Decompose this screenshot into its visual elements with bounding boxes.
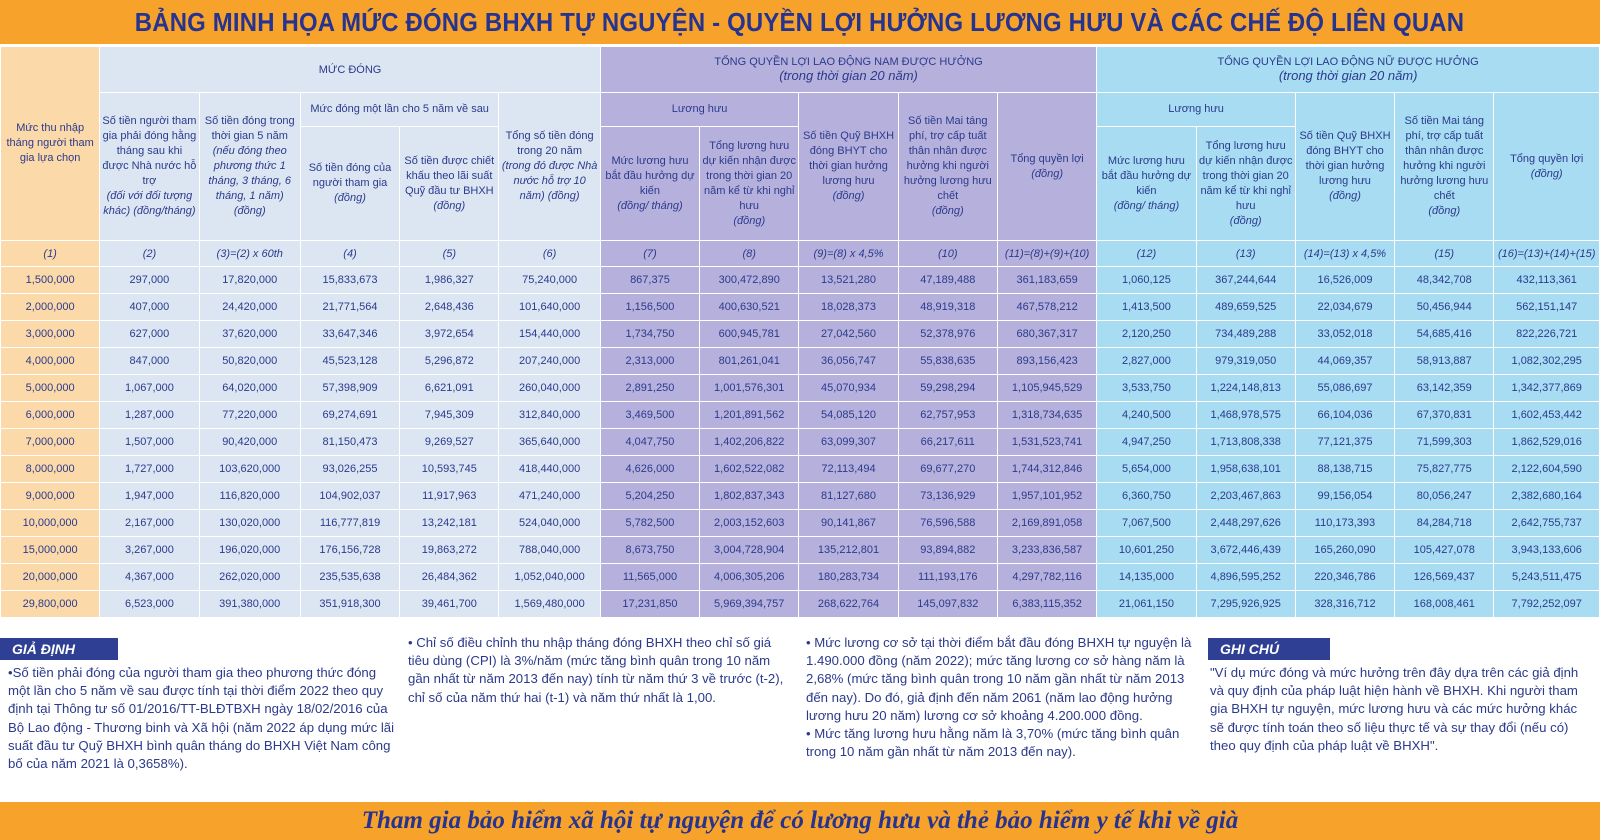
- table-cell: 50,820,000: [199, 348, 300, 375]
- table-cell: 165,260,090: [1295, 537, 1394, 564]
- table-cell: 2,648,436: [400, 294, 499, 321]
- table-cell: 6,523,000: [100, 591, 199, 618]
- table-cell: 3,533,750: [1097, 375, 1196, 402]
- table-cell: 64,020,000: [199, 375, 300, 402]
- table-cell: 3,972,654: [400, 321, 499, 348]
- table-cell: 116,777,819: [300, 510, 399, 537]
- table-cell: 73,136,929: [898, 483, 997, 510]
- assumption-note-1: •Số tiền phải đóng của người tham gia theo phương thức đóng một lần cho 5 năm về sau được tính tại thời điểm 2022 theo quy định tại Thông tư số 01/2016/TT-BLĐTBXH ngày 18/02/2016 của Bộ Lao động - Thương binh và Xã hội (năm 2022 áp dụng mức lãi suất đầu tư Quỹ BHXH bình quân tháng do BHXH Việt Nam công bố của năm 2021 là 0,3658%).: [8, 665, 395, 772]
- table-cell: 262,020,000: [199, 564, 300, 591]
- table-cell: 7,295,926,925: [1196, 591, 1295, 618]
- table-cell: 103,620,000: [199, 456, 300, 483]
- header-col6: Tổng số tiền đóng trong 20 năm (trong đó được Nhà nước hỗ trợ 10 năm) (đồng): [499, 93, 600, 241]
- table-cell: (2): [100, 241, 199, 267]
- table-cell: 21,771,564: [300, 294, 399, 321]
- table-cell: 1,468,978,575: [1196, 402, 1295, 429]
- table-cell: 48,919,318: [898, 294, 997, 321]
- table-cell: 1,958,638,101: [1196, 456, 1295, 483]
- table-cell: 2,003,152,603: [700, 510, 799, 537]
- header-col7: Mức lương hưu bắt đầu hưởng dự kiến (đồng/ tháng): [600, 127, 699, 241]
- table-cell: 54,685,416: [1395, 321, 1494, 348]
- table-cell: 600,945,781: [700, 321, 799, 348]
- table-cell: 7,067,500: [1097, 510, 1196, 537]
- table-cell: 1,001,576,301: [700, 375, 799, 402]
- table-cell: 365,640,000: [499, 429, 600, 456]
- table-cell: 3,469,500: [600, 402, 699, 429]
- table-row: [1, 348, 1600, 375]
- table-cell: 81,127,680: [799, 483, 898, 510]
- table-cell: 1,156,500: [600, 294, 699, 321]
- table-cell: 104,902,037: [300, 483, 399, 510]
- table-cell: 54,085,120: [799, 402, 898, 429]
- table-cell: 489,659,525: [1196, 294, 1295, 321]
- table-cell: 268,622,764: [799, 591, 898, 618]
- table-cell: 5,654,000: [1097, 456, 1196, 483]
- table-row: [1, 267, 1600, 294]
- table-cell: 77,220,000: [199, 402, 300, 429]
- table-cell: 10,593,745: [400, 456, 499, 483]
- table-cell: 62,757,953: [898, 402, 997, 429]
- table-cell: 5,782,500: [600, 510, 699, 537]
- index-row: [1, 241, 1600, 267]
- table-cell: 2,000,000: [1, 294, 100, 321]
- note-text: "Ví dụ mức đóng và mức hưởng trên đây dựa trên các giả định và quy định của pháp luật hiện hành về BHXH. Khi người tham gia BHXH tự nguyện, mức lương hưu và các mức hưởng khác sẽ được tính toán theo số liệu thực tế và sự thay đổi (nếu có) theo quy định của pháp luật về BHXH".: [1210, 665, 1579, 753]
- header-col2: Số tiền người tham gia phải đóng hằng tháng sau khi được Nhà nước hỗ trợ (đối với đối tượng khác) (đồng/tháng): [100, 93, 199, 241]
- header-col9: Số tiền Quỹ BHXH đóng BHYT cho thời gian hưởng lương hưu (đồng): [799, 93, 898, 241]
- table-cell: 2,827,000: [1097, 348, 1196, 375]
- table-cell: 4,047,750: [600, 429, 699, 456]
- table-cell: 1,507,000: [100, 429, 199, 456]
- table-cell: 6,621,091: [400, 375, 499, 402]
- table-cell: 297,000: [100, 267, 199, 294]
- title-banner: [0, 0, 1600, 44]
- table-row: [1, 321, 1600, 348]
- table-cell: 1,287,000: [100, 402, 199, 429]
- table-cell: 29,800,000: [1, 591, 100, 618]
- assumption-label: GIẢ ĐỊNH: [0, 638, 118, 660]
- table-cell: 48,342,708: [1395, 267, 1494, 294]
- header-col3: Số tiền đóng trong thời gian 5 năm (nếu đóng theo phương thức 1 tháng, 3 tháng, 6 tháng, 1 năm) (đồng): [199, 93, 300, 241]
- table-cell: 84,284,718: [1395, 510, 1494, 537]
- table-cell: 1,602,522,082: [700, 456, 799, 483]
- table-cell: (10): [898, 241, 997, 267]
- table-cell: 1,734,750: [600, 321, 699, 348]
- table-cell: (11)=(8)+(9)+(10): [997, 241, 1096, 267]
- table-row: [1, 564, 1600, 591]
- table-cell: 4,626,000: [600, 456, 699, 483]
- table-cell: 235,535,638: [300, 564, 399, 591]
- table-cell: 5,000,000: [1, 375, 100, 402]
- table-cell: 76,596,588: [898, 510, 997, 537]
- table-cell: 15,833,673: [300, 267, 399, 294]
- table-cell: 8,000,000: [1, 456, 100, 483]
- table-cell: 196,020,000: [199, 537, 300, 564]
- table-cell: 93,026,255: [300, 456, 399, 483]
- table-cell: 979,319,050: [1196, 348, 1295, 375]
- header-female-pension: Lương hưu: [1097, 93, 1296, 127]
- header-once-5-years: Mức đóng một lần cho 5 năm về sau: [300, 93, 499, 127]
- table-cell: 2,167,000: [100, 510, 199, 537]
- table-cell: 47,189,488: [898, 267, 997, 294]
- table-cell: 17,231,850: [600, 591, 699, 618]
- table-cell: 90,141,867: [799, 510, 898, 537]
- table-row: [1, 483, 1600, 510]
- table-cell: 6,383,115,352: [997, 591, 1096, 618]
- table-cell: 407,000: [100, 294, 199, 321]
- table-cell: 19,863,272: [400, 537, 499, 564]
- table-cell: 6,360,750: [1097, 483, 1196, 510]
- header-col14: Số tiền Quỹ BHXH đóng BHYT cho thời gian hưởng lương hưu (đồng): [1295, 93, 1394, 241]
- header-male-benefits: TỔNG QUYỀN LỢI LAO ĐỘNG NAM ĐƯỢC HƯỞNG (trong thời gian 20 năm): [600, 47, 1096, 93]
- table-cell: 2,642,755,737: [1494, 510, 1600, 537]
- table-cell: 2,169,891,058: [997, 510, 1096, 537]
- table-cell: 2,891,250: [600, 375, 699, 402]
- table-cell: 1,105,945,529: [997, 375, 1096, 402]
- table-cell: 207,240,000: [499, 348, 600, 375]
- table-cell: 80,056,247: [1395, 483, 1494, 510]
- table-cell: (6): [499, 241, 600, 267]
- table-cell: 10,601,250: [1097, 537, 1196, 564]
- table-cell: 1,802,837,343: [700, 483, 799, 510]
- table-cell: (9)=(8) x 4,5%: [799, 241, 898, 267]
- table-cell: 351,918,300: [300, 591, 399, 618]
- table-cell: 7,000,000: [1, 429, 100, 456]
- table-cell: 1,986,327: [400, 267, 499, 294]
- table-cell: 1,947,000: [100, 483, 199, 510]
- table-cell: (1): [1, 241, 100, 267]
- table-cell: 26,484,362: [400, 564, 499, 591]
- table-cell: 4,947,250: [1097, 429, 1196, 456]
- table-cell: 6,000,000: [1, 402, 100, 429]
- table-cell: 116,820,000: [199, 483, 300, 510]
- table-cell: 1,052,040,000: [499, 564, 600, 591]
- table-cell: 33,647,346: [300, 321, 399, 348]
- table-cell: 36,056,747: [799, 348, 898, 375]
- header-col15: Số tiền Mai táng phí, trợ cấp tuất thân nhân được hưởng khi người hưởng lương hưu chết (đồng): [1395, 93, 1494, 241]
- table-cell: 21,061,150: [1097, 591, 1196, 618]
- table-cell: 67,370,831: [1395, 402, 1494, 429]
- table-cell: 88,138,715: [1295, 456, 1394, 483]
- table-cell: 1,531,523,741: [997, 429, 1096, 456]
- table-cell: 3,233,836,587: [997, 537, 1096, 564]
- table-cell: 4,000,000: [1, 348, 100, 375]
- table-cell: 4,006,305,206: [700, 564, 799, 591]
- table-cell: 99,156,054: [1295, 483, 1394, 510]
- assumption-note-2: • Chỉ số điều chỉnh thu nhập tháng đóng BHXH theo chỉ số giá tiêu dùng (CPI) là 3%/năm (mức tăng bình quân trong 10 năm gần nhất từ năm 2013 đến nay) tính từ năm thứ 3 về trước (t-2), chỉ số của năm thứ hai (t-1) và năm thứ nhất là 1,00.: [408, 635, 784, 705]
- table-cell: 680,367,317: [997, 321, 1096, 348]
- table-cell: (15): [1395, 241, 1494, 267]
- table-cell: 867,375: [600, 267, 699, 294]
- table-cell: (5): [400, 241, 499, 267]
- table-cell: 1,602,453,442: [1494, 402, 1600, 429]
- table-cell: 400,630,521: [700, 294, 799, 321]
- table-cell: 2,203,467,863: [1196, 483, 1295, 510]
- table-cell: 10,000,000: [1, 510, 100, 537]
- table-cell: 3,943,133,606: [1494, 537, 1600, 564]
- table-cell: 13,521,280: [799, 267, 898, 294]
- table-cell: 5,243,511,475: [1494, 564, 1600, 591]
- table-cell: 13,242,181: [400, 510, 499, 537]
- table-cell: 58,913,887: [1395, 348, 1494, 375]
- table-cell: 69,677,270: [898, 456, 997, 483]
- table-cell: 145,097,832: [898, 591, 997, 618]
- table-cell: 90,420,000: [199, 429, 300, 456]
- header-col4: Số tiền đóng của người tham gia (đồng): [300, 127, 399, 241]
- table-cell: 312,840,000: [499, 402, 600, 429]
- table-cell: 562,151,147: [1494, 294, 1600, 321]
- table-cell: 154,440,000: [499, 321, 600, 348]
- table-cell: 391,380,000: [199, 591, 300, 618]
- table-cell: 176,156,728: [300, 537, 399, 564]
- footer-slogan: Tham gia bảo hiểm xã hội tự nguyện để có lương hưu và thẻ bảo hiểm y tế khi về già: [361, 807, 1239, 834]
- table-row: [1, 402, 1600, 429]
- table-cell: 1,224,148,813: [1196, 375, 1295, 402]
- table-cell: 1,569,480,000: [499, 591, 600, 618]
- table-cell: 168,008,461: [1395, 591, 1494, 618]
- table-cell: 418,440,000: [499, 456, 600, 483]
- table-cell: 71,599,303: [1395, 429, 1494, 456]
- table-cell: 24,420,000: [199, 294, 300, 321]
- table-cell: 20,000,000: [1, 564, 100, 591]
- table-cell: 367,244,644: [1196, 267, 1295, 294]
- table-cell: (3)=(2) x 60th: [199, 241, 300, 267]
- notes-section: [0, 632, 1600, 800]
- table-cell: 55,838,635: [898, 348, 997, 375]
- table-cell: 50,456,944: [1395, 294, 1494, 321]
- table-cell: 471,240,000: [499, 483, 600, 510]
- illustration-table: [0, 46, 1600, 618]
- table-cell: 1,744,312,846: [997, 456, 1096, 483]
- table-row: [1, 456, 1600, 483]
- table-cell: 93,894,882: [898, 537, 997, 564]
- table-cell: 5,204,250: [600, 483, 699, 510]
- table-cell: 27,042,560: [799, 321, 898, 348]
- table-cell: 2,313,000: [600, 348, 699, 375]
- table-cell: 5,969,394,757: [700, 591, 799, 618]
- header-col16: Tổng quyền lợi (đồng): [1494, 93, 1600, 241]
- table-cell: 180,283,734: [799, 564, 898, 591]
- table-row: [1, 294, 1600, 321]
- table-cell: 1,082,302,295: [1494, 348, 1600, 375]
- table-cell: 9,269,527: [400, 429, 499, 456]
- table-cell: 1,402,206,822: [700, 429, 799, 456]
- table-cell: 63,099,307: [799, 429, 898, 456]
- table-cell: 59,298,294: [898, 375, 997, 402]
- table-cell: 7,792,252,097: [1494, 591, 1600, 618]
- table-cell: 77,121,375: [1295, 429, 1394, 456]
- header-col8: Tổng lương hưu dự kiến nhận được trong thời gian 20 năm kể từ khi nghỉ hưu (đồng): [700, 127, 799, 241]
- table-cell: 69,274,691: [300, 402, 399, 429]
- header-col5: Số tiền được chiết khấu theo lãi suất Quỹ đầu tư BHXH (đồng): [400, 127, 499, 241]
- table-cell: 5,296,872: [400, 348, 499, 375]
- table-cell: 893,156,423: [997, 348, 1096, 375]
- table-cell: 1,067,000: [100, 375, 199, 402]
- table-cell: 1,342,377,869: [1494, 375, 1600, 402]
- table-cell: 8,673,750: [600, 537, 699, 564]
- table-cell: 1,713,808,338: [1196, 429, 1295, 456]
- table-cell: 3,004,728,904: [700, 537, 799, 564]
- header-income: Mức thu nhập tháng người tham gia lựa chọn: [1, 47, 100, 241]
- table-cell: 37,620,000: [199, 321, 300, 348]
- table-cell: 4,240,500: [1097, 402, 1196, 429]
- table-cell: 75,240,000: [499, 267, 600, 294]
- table-cell: 734,489,288: [1196, 321, 1295, 348]
- table-cell: (14)=(13) x 4,5%: [1295, 241, 1394, 267]
- table-cell: 14,135,000: [1097, 564, 1196, 591]
- table-cell: 3,267,000: [100, 537, 199, 564]
- table-cell: 33,052,018: [1295, 321, 1394, 348]
- table-cell: 135,212,801: [799, 537, 898, 564]
- table-cell: 130,020,000: [199, 510, 300, 537]
- table-cell: 101,640,000: [499, 294, 600, 321]
- table-row: [1, 375, 1600, 402]
- header-male-pension: Lương hưu: [600, 93, 799, 127]
- header-col13: Tổng lương hưu dự kiến nhận được trong thời gian 20 năm kể từ khi nghỉ hưu (đồng): [1196, 127, 1295, 241]
- table-cell: 1,957,101,952: [997, 483, 1096, 510]
- table-cell: 801,261,041: [700, 348, 799, 375]
- table-cell: 81,150,473: [300, 429, 399, 456]
- table-cell: 11,917,963: [400, 483, 499, 510]
- table-cell: (7): [600, 241, 699, 267]
- table-cell: 7,945,309: [400, 402, 499, 429]
- header-female-benefits: TỔNG QUYỀN LỢI LAO ĐỘNG NỮ ĐƯỢC HƯỞNG (trong thời gian 20 năm): [1097, 47, 1600, 93]
- table-cell: 22,034,679: [1295, 294, 1394, 321]
- table-cell: 1,500,000: [1, 267, 100, 294]
- table-row: [1, 537, 1600, 564]
- table-cell: 328,316,712: [1295, 591, 1394, 618]
- table-cell: 11,565,000: [600, 564, 699, 591]
- table-cell: 627,000: [100, 321, 199, 348]
- table-cell: 39,461,700: [400, 591, 499, 618]
- table-cell: 72,113,494: [799, 456, 898, 483]
- note-label: GHI CHÚ: [1208, 638, 1330, 660]
- table-cell: 524,040,000: [499, 510, 600, 537]
- table-cell: 4,297,782,116: [997, 564, 1096, 591]
- table-body: [1, 241, 1600, 618]
- table-cell: 788,040,000: [499, 537, 600, 564]
- table-cell: 105,427,078: [1395, 537, 1494, 564]
- table-cell: 45,523,128: [300, 348, 399, 375]
- header-muc-dong: MỨC ĐÓNG: [100, 47, 601, 93]
- table-cell: 15,000,000: [1, 537, 100, 564]
- table-cell: 75,827,775: [1395, 456, 1494, 483]
- table-cell: (13): [1196, 241, 1295, 267]
- table-cell: 467,578,212: [997, 294, 1096, 321]
- header-col10: Số tiền Mai táng phí, trợ cấp tuất thân nhân được hưởng khi người hưởng lương hưu chết (đồng): [898, 93, 997, 241]
- table-cell: 66,104,036: [1295, 402, 1394, 429]
- table-cell: 16,526,009: [1295, 267, 1394, 294]
- table-cell: 55,086,697: [1295, 375, 1394, 402]
- table-cell: 3,000,000: [1, 321, 100, 348]
- table-row: [1, 591, 1600, 618]
- table-cell: 260,040,000: [499, 375, 600, 402]
- table-cell: (16)=(13)+(14)+(15): [1494, 241, 1600, 267]
- table-cell: 9,000,000: [1, 483, 100, 510]
- table-cell: 2,448,297,626: [1196, 510, 1295, 537]
- table-cell: 2,382,680,164: [1494, 483, 1600, 510]
- table-cell: 432,113,361: [1494, 267, 1600, 294]
- table-cell: 1,862,529,016: [1494, 429, 1600, 456]
- table-cell: 126,569,437: [1395, 564, 1494, 591]
- table-cell: 17,820,000: [199, 267, 300, 294]
- table-cell: (4): [300, 241, 399, 267]
- table-cell: 1,413,500: [1097, 294, 1196, 321]
- table-row: [1, 510, 1600, 537]
- table-cell: 361,183,659: [997, 267, 1096, 294]
- footer-banner: [0, 802, 1600, 840]
- assumption-note-3: • Mức lương cơ sở tại thời điểm bắt đầu đóng BHXH tự nguyện là 1.490.000 đồng (năm 2022); mức tăng lương cơ sở hàng năm là 2,68% (mức tăng bình quân trong 10 năm gần nhất từ năm 2013 đến nay). Do đó, giả định đến năm 2061 (năm lao động hưởng lương hưu 20 năm) lương cơ sở khoảng 4.200.000 đồng. • Mức tăng lương hưu hằng năm là 3,70% (mức tăng bình quân trong 10 năm gần nhất từ năm 2013 đến nay).: [806, 635, 1192, 760]
- table-cell: 1,318,734,635: [997, 402, 1096, 429]
- table-cell: (8): [700, 241, 799, 267]
- table-cell: 1,060,125: [1097, 267, 1196, 294]
- header-col12: Mức lương hưu bắt đầu hưởng dự kiến (đồng/ tháng): [1097, 127, 1196, 241]
- table-cell: 300,472,890: [700, 267, 799, 294]
- table-cell: 2,120,250: [1097, 321, 1196, 348]
- table-cell: 18,028,373: [799, 294, 898, 321]
- table-cell: 4,896,595,252: [1196, 564, 1295, 591]
- table-cell: 44,069,357: [1295, 348, 1394, 375]
- table-cell: 220,346,786: [1295, 564, 1394, 591]
- page-title: BẢNG MINH HỌA MỨC ĐÓNG BHXH TỰ NGUYỆN - QUYỀN LỢI HƯỞNG LƯƠNG HƯU VÀ CÁC CHẾ ĐỘ LIÊN QUAN: [135, 6, 1465, 37]
- table-cell: 847,000: [100, 348, 199, 375]
- table-cell: 1,727,000: [100, 456, 199, 483]
- header-col11: Tổng quyền lợi (đồng): [997, 93, 1096, 241]
- table-cell: 66,217,611: [898, 429, 997, 456]
- table-cell: 57,398,909: [300, 375, 399, 402]
- table-cell: 63,142,359: [1395, 375, 1494, 402]
- table-cell: 110,173,393: [1295, 510, 1394, 537]
- table-cell: 822,226,721: [1494, 321, 1600, 348]
- table-cell: 111,193,176: [898, 564, 997, 591]
- table-cell: 52,378,976: [898, 321, 997, 348]
- table-cell: (12): [1097, 241, 1196, 267]
- table-cell: 3,672,446,439: [1196, 537, 1295, 564]
- table-cell: 45,070,934: [799, 375, 898, 402]
- table-row: [1, 429, 1600, 456]
- table-cell: 4,367,000: [100, 564, 199, 591]
- table-cell: 1,201,891,562: [700, 402, 799, 429]
- table-cell: 2,122,604,590: [1494, 456, 1600, 483]
